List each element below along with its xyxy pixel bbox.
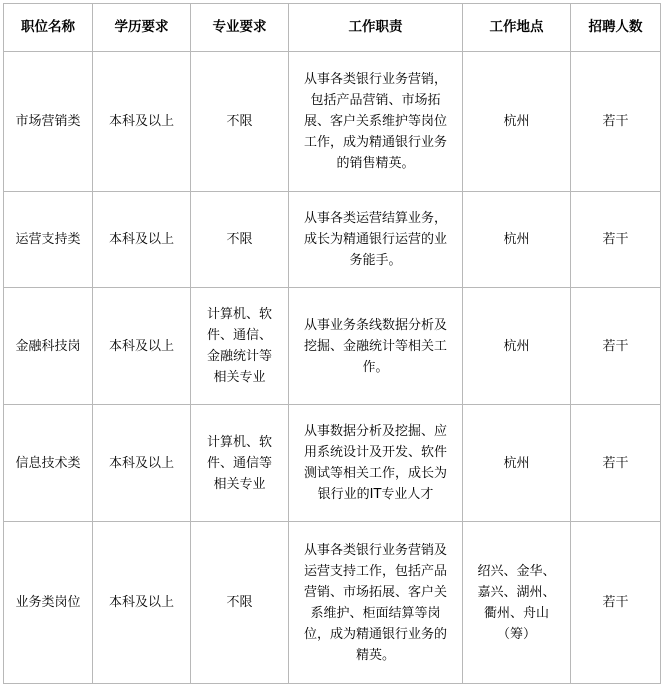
header-row <box>4 4 661 52</box>
duties-text: 从事各类银行业务营销及运营支持工作，包括产品营销、市场拓展、客户关系维护、柜面结算等岗位，成为精通银行业务的精英。 <box>303 542 447 663</box>
header-position: 职位名称 <box>4 4 93 52</box>
location-text: 杭州 <box>503 114 530 129</box>
cell-education: 本科及以上 <box>93 522 191 684</box>
table-row <box>4 522 661 684</box>
cell-location <box>463 52 571 192</box>
cell-headcount: 若干 <box>571 52 661 192</box>
cell-duties <box>289 405 463 522</box>
cell-major <box>191 405 289 522</box>
duties-text: 从事各类银行业务营销，包括产品营销、市场拓展、客户关系维护等岗位工作，成为精通银行业务的销售精英。 <box>303 72 447 171</box>
table-row <box>4 52 661 192</box>
cell-headcount: 若干 <box>571 288 661 405</box>
cell-major <box>191 192 289 288</box>
duties-text: 从事各类运营结算业务，成长为精通银行运营的业务能手。 <box>303 211 447 268</box>
table-row <box>4 288 661 405</box>
cell-headcount: 若干 <box>571 522 661 684</box>
cell-duties <box>289 52 463 192</box>
major-text: 计算机、软件、通信、金融统计等相关专业 <box>206 307 272 385</box>
cell-headcount: 若干 <box>571 405 661 522</box>
cell-position: 金融科技岗 <box>4 288 93 405</box>
cell-position: 运营支持类 <box>4 192 93 288</box>
duties-text: 从事数据分析及挖掘、应用系统设计及开发、软件测试等相关工作，成长为银行业的IT专业人才 <box>303 424 447 502</box>
cell-education: 本科及以上 <box>93 192 191 288</box>
cell-education: 本科及以上 <box>93 52 191 192</box>
cell-location <box>463 192 571 288</box>
location-text: 杭州 <box>503 232 530 247</box>
table-row <box>4 405 661 522</box>
recruitment-table <box>3 3 661 684</box>
cell-major <box>191 52 289 192</box>
table-row <box>4 192 661 288</box>
cell-location <box>463 405 571 522</box>
location-text: 绍兴、金华、嘉兴、湖州、衢州、舟山（筹） <box>477 563 556 642</box>
cell-duties <box>289 288 463 405</box>
header-location: 工作地点 <box>463 4 571 52</box>
cell-position: 信息技术类 <box>4 405 93 522</box>
cell-major <box>191 522 289 684</box>
major-text: 计算机、软件、通信等相关专业 <box>206 434 272 492</box>
major-text: 不限 <box>226 114 253 129</box>
location-text: 杭州 <box>503 455 530 471</box>
cell-education: 本科及以上 <box>93 405 191 522</box>
cell-position: 业务类岗位 <box>4 522 93 684</box>
cell-duties <box>289 192 463 288</box>
cell-location <box>463 522 571 684</box>
cell-location <box>463 288 571 405</box>
header-duties: 工作职责 <box>289 4 463 52</box>
header-education: 学历要求 <box>93 4 191 52</box>
location-text: 杭州 <box>503 338 530 354</box>
major-text: 不限 <box>226 232 253 247</box>
cell-duties <box>289 522 463 684</box>
cell-position: 市场营销类 <box>4 52 93 192</box>
cell-major <box>191 288 289 405</box>
header-headcount: 招聘人数 <box>571 4 661 52</box>
cell-headcount: 若干 <box>571 192 661 288</box>
cell-education: 本科及以上 <box>93 288 191 405</box>
duties-text: 从事业务条线数据分析及挖掘、金融统计等相关工作。 <box>303 317 447 375</box>
major-text: 不限 <box>226 595 253 610</box>
header-major: 专业要求 <box>191 4 289 52</box>
